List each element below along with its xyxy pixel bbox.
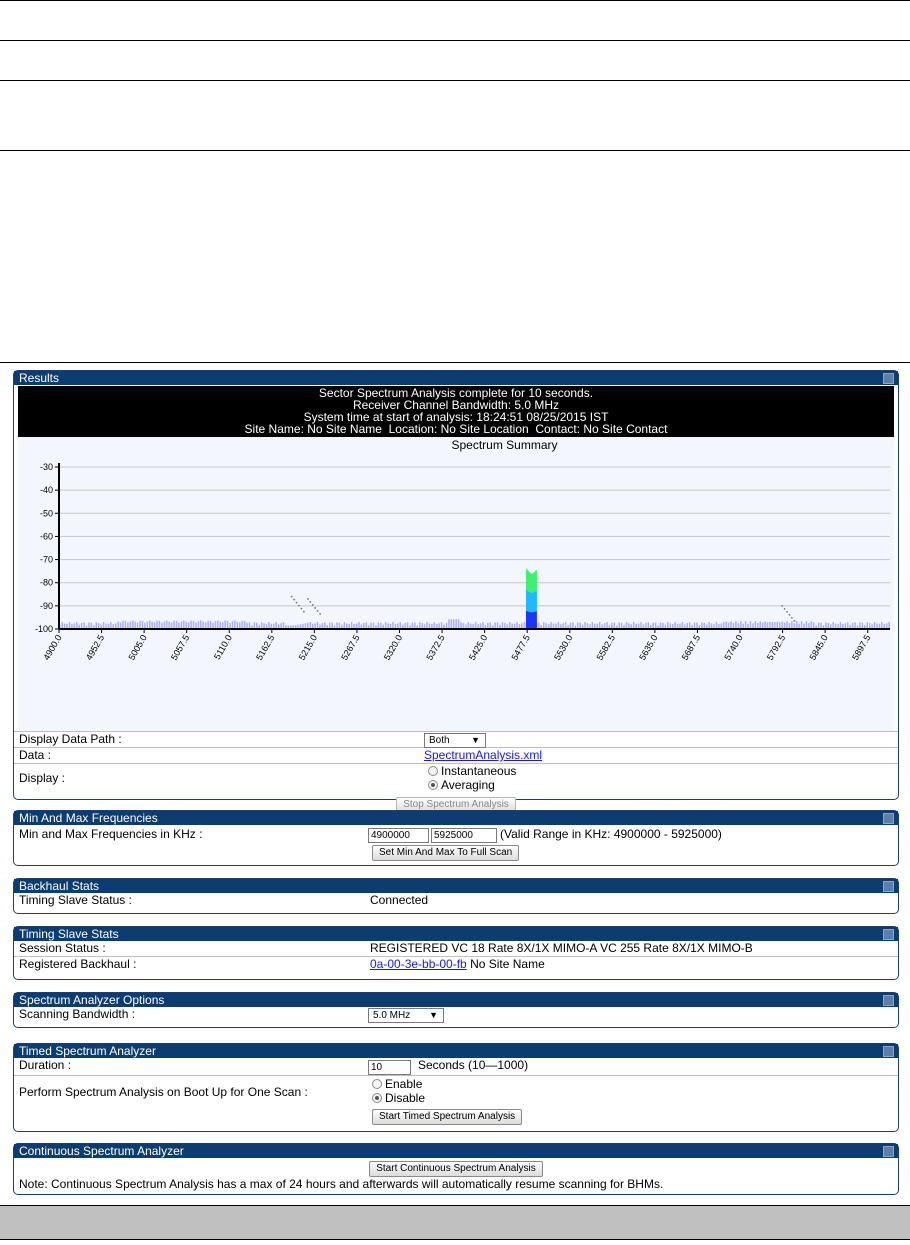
panel-header: [14, 927, 898, 941]
noise-bar: [847, 622, 849, 629]
noise-bar: [220, 622, 222, 629]
noise-bar: [689, 622, 691, 629]
max-hold-dot: [781, 605, 783, 607]
x-tick-label: 5215.0: [296, 633, 320, 662]
panel-header: [14, 879, 898, 893]
boot-scan-label: Perform Spectrum Analysis on Boot Up for One Scan :: [19, 1085, 308, 1099]
results-panel: [13, 370, 899, 810]
max-hold-dot: [301, 608, 303, 610]
x-tick-label: 5320.0: [381, 633, 405, 662]
noise-bar: [840, 622, 842, 629]
y-tick-label: -80: [39, 577, 53, 588]
noise-bar: [667, 622, 669, 629]
duration-input[interactable]: 10: [368, 1060, 411, 1075]
noise-bar: [701, 622, 703, 629]
banner-line: Receiver Channel Bandwidth: 5.0 MHz: [352, 398, 560, 412]
noise-bar: [592, 622, 594, 629]
max-hold-dot: [791, 617, 793, 619]
banner-line: System time at start of analysis: 18:24:51 08/25/2015 IST: [303, 410, 609, 424]
noise-bar: [407, 622, 409, 629]
noise-bar: [723, 622, 725, 629]
peak-bar: [536, 611, 537, 629]
noise-bar: [61, 622, 63, 629]
noise-bar: [358, 622, 360, 629]
duration-unit: Seconds (10—1000): [418, 1058, 529, 1072]
backhaul-site-name: No Site Name: [470, 957, 545, 971]
display-row: [14, 764, 898, 794]
noise-bar: [193, 621, 195, 629]
x-tick-label: 5057.5: [168, 633, 192, 662]
x-tick-label: 5635.0: [637, 633, 660, 662]
x-tick-label: 5162.5: [254, 633, 277, 662]
noise-bar: [453, 619, 455, 629]
noise-bar: [516, 622, 518, 629]
session-status-value: REGISTERED VC 18 Rate 8X/1X MIMO-A VC 255 Rate 8X/1X MIMO-B: [370, 941, 753, 955]
noise-bar: [275, 622, 277, 629]
min-max-panel: [13, 810, 899, 866]
analysis-banner: [18, 386, 894, 437]
noise-bar: [750, 621, 752, 629]
noise-bar: [190, 621, 192, 629]
collapse-icon[interactable]: [883, 995, 894, 1006]
noise-bar: [351, 622, 353, 629]
max-hold-dot: [314, 607, 316, 609]
timing-slave-status-label: Timing Slave Status :: [19, 893, 132, 907]
noise-bar: [222, 622, 224, 629]
noise-bar: [441, 622, 443, 629]
radio-averaging[interactable]: [428, 778, 516, 792]
collapse-icon[interactable]: [883, 1046, 894, 1057]
noise-bar: [378, 622, 380, 629]
timing-slave-status-value: Connected: [370, 893, 429, 907]
noise-bar: [159, 621, 161, 629]
noise-bar: [767, 622, 769, 629]
radio-label: Enable: [385, 1077, 423, 1091]
panel-title: Continuous Spectrum Analyzer: [19, 1144, 184, 1158]
noise-bar: [156, 621, 158, 629]
y-tick-label: -40: [39, 485, 53, 496]
x-tick-label: 5110.0: [211, 633, 234, 662]
noise-bar: [648, 622, 650, 629]
noise-bar: [324, 622, 326, 629]
boot-scan-row: [14, 1076, 898, 1128]
min-max-row: [14, 825, 898, 863]
noise-bar: [730, 621, 732, 629]
panel-title: Min And Max Frequencies: [19, 811, 158, 825]
y-tick-label: -50: [39, 508, 53, 519]
analyzer-options-panel: [13, 992, 899, 1028]
noise-bar: [365, 622, 367, 629]
table-border: [0, 362, 910, 363]
x-tick-label: 5372.5: [424, 633, 447, 662]
noise-bar: [125, 621, 127, 629]
noise-bar: [801, 621, 803, 629]
min-frequency-input[interactable]: 4900000: [368, 828, 429, 843]
panel-header: [14, 993, 898, 1007]
collapse-icon[interactable]: [883, 929, 894, 940]
noise-bar: [832, 622, 834, 629]
noise-bar: [735, 621, 737, 629]
noise-bar: [806, 621, 808, 629]
noise-bar: [599, 622, 601, 629]
max-hold-dot: [784, 608, 786, 610]
noise-bar: [392, 622, 394, 629]
noise-bar: [774, 622, 776, 629]
dropdown-arrow-icon: ▼: [471, 735, 480, 745]
noise-bar: [759, 621, 761, 629]
continuous-note: Note: Continuous Spectrum Analysis has a max of 24 hours and afterwards will automatically resume scanning for BHMs.: [19, 1177, 664, 1191]
panel-title: Spectrum Analyzer Options: [19, 993, 165, 1007]
noise-bar: [813, 622, 815, 629]
valid-range-text: (Valid Range in KHz: 4900000 - 5925000): [500, 827, 722, 841]
noise-bar: [122, 621, 124, 629]
noise-bar: [237, 622, 239, 629]
noise-bar: [674, 622, 676, 629]
noise-bar: [234, 620, 236, 629]
noise-bar: [139, 621, 141, 629]
collapse-icon[interactable]: [883, 1146, 894, 1157]
noise-bar: [198, 621, 200, 629]
continuous-analyzer-panel: [13, 1143, 899, 1195]
max-hold-dot: [296, 602, 298, 604]
noise-bar: [200, 620, 202, 629]
noise-bar: [210, 621, 212, 629]
noise-bar: [796, 621, 798, 629]
noise-bar: [640, 622, 642, 629]
noise-bar: [524, 622, 526, 629]
y-tick-label: -70: [39, 554, 53, 565]
collapse-icon[interactable]: [883, 881, 894, 892]
chart-title: Spectrum Summary: [451, 438, 558, 452]
noise-bar: [95, 622, 97, 629]
noise-bar: [626, 622, 628, 629]
noise-bar: [776, 622, 778, 629]
x-tick-label: 5897.5: [850, 633, 873, 662]
max-hold-dot: [298, 605, 300, 607]
x-tick-label: 5005.0: [126, 633, 149, 662]
noise-bar: [584, 622, 586, 629]
noise-bar: [419, 622, 421, 629]
noise-bar: [745, 621, 747, 629]
peak-bar: [536, 570, 537, 591]
display-data-path-label: Display Data Path :: [19, 732, 122, 746]
noise-bar: [881, 622, 883, 629]
noise-bar: [786, 621, 788, 629]
radio-label: Averaging: [441, 778, 495, 792]
x-tick-label: 5530.0: [552, 633, 575, 662]
noise-bar: [241, 621, 243, 629]
collapse-icon[interactable]: [883, 813, 894, 824]
noise-bar: [434, 622, 436, 629]
y-tick-label: -60: [39, 531, 53, 542]
noise-bar: [874, 622, 876, 629]
noise-bar: [458, 619, 460, 629]
data-label: Data :: [19, 748, 52, 762]
max-hold-dot: [293, 599, 295, 601]
data-row: [14, 748, 898, 764]
noise-bar: [239, 622, 241, 629]
noise-bar: [132, 620, 134, 629]
noise-bar: [385, 622, 387, 629]
table-border: [0, 150, 910, 151]
y-tick-label: -100: [34, 624, 53, 634]
x-tick-label: 5477.5: [509, 633, 532, 662]
radio-selected-icon: [428, 780, 438, 790]
noise-bar: [565, 622, 567, 629]
y-tick-label: -90: [39, 600, 53, 611]
panel-title: Results: [19, 371, 60, 385]
noise-bar: [866, 622, 868, 629]
noise-bar: [207, 621, 209, 629]
display-data-path-row: [14, 731, 898, 748]
x-tick-label: 5687.5: [679, 633, 703, 662]
backhaul-stats-panel: [13, 878, 899, 914]
noise-bar: [475, 622, 477, 629]
registered-backhaul-row: [14, 957, 898, 972]
noise-bar: [448, 619, 450, 629]
table-border: [0, 40, 910, 41]
display-data-path-select[interactable]: [424, 733, 486, 748]
noise-bar: [110, 622, 112, 629]
noise-bar: [147, 621, 149, 629]
noise-bar: [708, 622, 710, 629]
max-hold-dot: [786, 611, 788, 613]
spectrum-chart-svg: [18, 437, 894, 731]
noise-bar: [149, 620, 151, 629]
x-tick-label: 5582.5: [594, 633, 618, 662]
noise-bar: [164, 621, 166, 629]
collapse-icon[interactable]: [883, 373, 894, 384]
noise-bar: [451, 619, 453, 629]
noise-bar: [400, 622, 402, 629]
noise-bar: [261, 622, 263, 629]
radio-instantaneous[interactable]: [428, 764, 516, 778]
noise-bar: [202, 622, 204, 629]
set-full-scan-button[interactable]: Set Min And Max To Full Scan: [372, 845, 519, 861]
noise-bar: [509, 622, 511, 629]
noise-bar: [185, 622, 187, 629]
noise-bar: [755, 621, 757, 629]
noise-bar: [811, 621, 813, 629]
panel-title: Timed Spectrum Analyzer: [19, 1044, 156, 1058]
noise-bar: [224, 621, 226, 629]
panel-header: [14, 371, 898, 385]
noise-bar: [769, 622, 771, 629]
noise-bar: [227, 621, 229, 629]
x-tick-label: 5267.5: [339, 633, 362, 662]
noise-bar: [344, 622, 346, 629]
noise-bar: [142, 621, 144, 629]
max-hold-dot: [789, 614, 791, 616]
noise-bar: [633, 622, 635, 629]
start-continuous-analysis-button[interactable]: Start Continuous Spectrum Analysis: [369, 1161, 543, 1177]
noise-bar: [183, 620, 185, 629]
duration-row: [14, 1058, 898, 1076]
noise-bar: [725, 622, 727, 629]
panel-title: Timing Slave Stats: [19, 927, 119, 941]
noise-bar: [232, 621, 234, 629]
backhaul-mac-link[interactable]: 0a-00-3e-bb-00-fb: [370, 957, 467, 971]
max-hold-dot: [317, 610, 319, 612]
noise-bar: [455, 619, 457, 629]
noise-bar: [176, 621, 178, 629]
display-label: Display :: [19, 771, 66, 785]
noise-bar: [764, 622, 766, 629]
noise-bar: [168, 622, 170, 629]
x-tick-label: 5845.0: [807, 633, 830, 662]
max-hold-dot: [319, 613, 321, 615]
noise-bar: [134, 622, 136, 629]
boot-radio-group: [372, 1077, 425, 1105]
x-tick-label: 5740.0: [722, 633, 745, 662]
x-tick-label: 4900.0: [41, 633, 64, 662]
banner-line: Site Name: No Site Name Location: No Site Location Contact: No Site Contact: [244, 422, 668, 436]
timing-slave-stats-panel: [13, 926, 899, 980]
noise-bar: [772, 622, 774, 629]
select-value: Both: [429, 735, 450, 746]
radio-label: Instantaneous: [441, 764, 517, 778]
noise-bar: [682, 622, 684, 629]
noise-bar: [336, 622, 338, 629]
radio-icon: [372, 1079, 382, 1089]
max-frequency-input[interactable]: 5925000: [431, 828, 497, 843]
table-border-top: [0, 0, 910, 1]
noise-bar: [181, 621, 183, 629]
display-radio-group: [428, 764, 516, 792]
noise-bar: [426, 622, 428, 629]
panel-header: [14, 1044, 898, 1058]
peak-bar: [536, 591, 537, 612]
spectrum-xml-link[interactable]: SpectrumAnalysis.xml: [424, 748, 543, 762]
noise-bar: [69, 622, 71, 629]
session-status-row: [14, 941, 898, 957]
timing-slave-status-row: [14, 893, 898, 908]
duration-label: Duration :: [19, 1058, 72, 1072]
noise-bar: [310, 622, 312, 629]
noise-bar: [791, 621, 793, 629]
max-hold-dot: [312, 604, 314, 606]
noise-bar: [166, 620, 168, 629]
noise-bar: [173, 621, 175, 629]
panel-header: [14, 811, 898, 825]
noise-bar: [550, 622, 552, 629]
session-status-label: Session Status :: [19, 941, 106, 955]
select-value: 5.0 MHz: [373, 1010, 411, 1021]
noise-bar: [460, 622, 462, 629]
table-border: [0, 80, 910, 81]
scanning-bandwidth-row: [14, 1007, 898, 1022]
noise-bar: [217, 620, 219, 629]
noise-bar: [716, 622, 718, 629]
noise-bar: [130, 621, 132, 629]
registered-backhaul-value: [370, 957, 545, 972]
max-hold-dot: [309, 601, 311, 603]
radio-enable[interactable]: [372, 1077, 425, 1091]
max-hold-dot: [291, 596, 293, 598]
banner-line: Sector Spectrum Analysis complete for 10 seconds.: [318, 386, 594, 400]
x-tick-label: 5425.0: [466, 633, 490, 662]
noise-bar: [606, 622, 608, 629]
noise-bar: [215, 621, 217, 629]
timed-analyzer-panel: [13, 1043, 899, 1132]
noise-bar: [740, 621, 742, 629]
scanning-bandwidth-label: Scanning Bandwidth :: [19, 1007, 136, 1021]
start-timed-analysis-button[interactable]: Start Timed Spectrum Analysis: [372, 1109, 522, 1125]
stop-spectrum-analysis-button[interactable]: Stop Spectrum Analysis: [396, 797, 516, 813]
noise-bar: [103, 622, 105, 629]
max-hold-dot: [303, 611, 305, 613]
noise-bar: [502, 622, 504, 629]
registered-backhaul-label: Registered Backhaul :: [19, 957, 137, 971]
noise-bar: [283, 622, 285, 629]
noise-bar: [244, 621, 246, 629]
noise-bar: [268, 622, 270, 629]
continuous-button-wrap: [14, 1160, 898, 1177]
dropdown-arrow-icon: ▼: [429, 1010, 438, 1020]
x-tick-label: 4952.5: [83, 633, 107, 662]
noise-bar: [468, 622, 470, 629]
noise-bar: [117, 622, 119, 629]
noise-bar: [558, 622, 560, 629]
min-max-label: Min and Max Frequencies in KHz :: [19, 827, 203, 841]
y-tick-label: -30: [39, 462, 53, 472]
spectrum-chart: [18, 437, 894, 731]
radio-label: Disable: [385, 1091, 426, 1105]
radio-icon: [428, 766, 438, 776]
panel-header: [14, 1144, 898, 1158]
max-hold-dot: [793, 620, 795, 622]
noise-bar: [151, 622, 153, 629]
noise-bar: [205, 622, 207, 629]
noise-bar: [825, 622, 827, 629]
noise-bar: [482, 622, 484, 629]
noise-bar: [888, 622, 890, 629]
footer-bar: [0, 1205, 910, 1240]
radio-selected-icon: [372, 1093, 382, 1103]
max-hold-dot: [307, 598, 309, 600]
radio-disable[interactable]: [372, 1091, 425, 1105]
noise-bar: [76, 622, 78, 629]
noise-bar: [781, 622, 783, 629]
scanning-bandwidth-select[interactable]: [368, 1008, 444, 1023]
noise-bar: [543, 622, 545, 629]
noise-bar: [317, 622, 319, 629]
panel-title: Backhaul Stats: [19, 879, 100, 893]
x-tick-label: 5792.5: [764, 633, 788, 662]
